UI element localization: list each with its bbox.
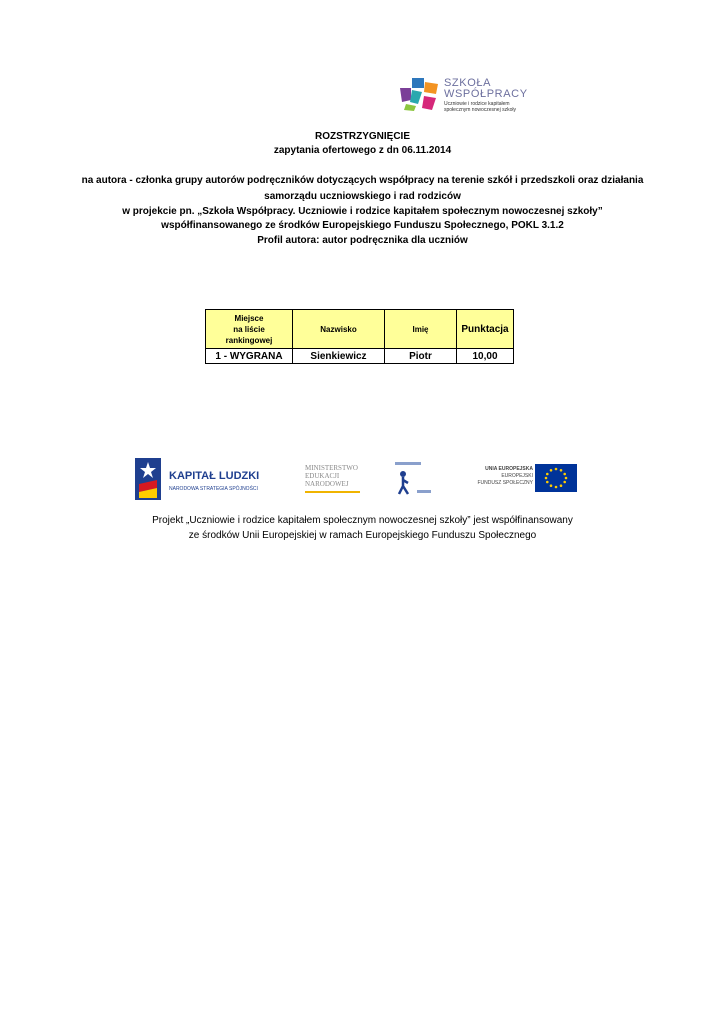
heading-title: ROZSTRZYGNIĘCIE [314,131,410,142]
header-name: Imię [385,310,457,349]
kl-subtitle: NARODOWA STRATEGIA SPÓJNOŚCI [169,486,258,492]
walking-person-icon [393,460,435,496]
puzzle-logo-icon [398,76,442,112]
cell-points: 10,00 [457,349,514,364]
ranking-table [205,309,514,364]
header-place: Miejsce na liście rankingowej [206,310,293,349]
kapital-ludzki-icon [135,458,161,500]
table-header-row [206,310,514,349]
heading-desc-1: na autora - członka grupy autorów podręczników dotyczących współpracy na terenie szkół i przedszkoli oraz działania [81,175,644,186]
cell-place: 1 - WYGRANA [206,349,293,364]
men-underline [305,491,360,493]
logo-subtitle: Uczniowie i rodzice kapitałem społecznym nowoczesnej szkoły [444,101,516,113]
heading-project: w projekcie pn. „Szkoła Współpracy. Uczniowie i rodzice kapitałem społecznym nowoczesnej szkoły” [122,206,603,217]
szkola-wspolpracy-logo [398,76,538,116]
footer-line-1: Projekt „Uczniowie i rodzice kapitałem społecznym nowoczesnej szkoły” jest współfinansowany [152,515,573,526]
heading-desc-2: samorządu uczniowskiego i rad rodziców [264,191,461,202]
kapital-ludzki-logo [135,458,270,503]
cell-name: Piotr [385,349,457,364]
heading-profile: Profil autora: autor podręcznika dla uczniów [257,235,468,246]
logo-title: SZKOŁA WSPÓŁPRACY [444,77,528,100]
table-row [206,349,514,364]
eu-flag-icon [535,464,577,492]
funding-logos [135,458,580,503]
cell-surname: Sienkiewicz [293,349,385,364]
kl-title: KAPITAŁ LUDZKI [169,470,260,482]
header-points: Punktacja [457,310,514,349]
header-surname: Nazwisko [293,310,385,349]
heading-date: zapytania ofertowego z dn 06.11.2014 [273,145,452,156]
footer-line-2: ze środków Unii Europejskiej w ramach Europejskiego Funduszu Społecznego [188,530,537,541]
men-logo: MINISTERSTWO EDUKACJI NARODOWEJ [305,464,375,500]
heading-cofinance: współfinansowanego ze środków Europejskiego Funduszu Społecznego, POKL 3.1.2 [161,220,564,231]
ue-text: UNIA EUROPEJSKA EUROPEJSKI FUNDUSZ SPOŁECZNY [477,466,533,486]
